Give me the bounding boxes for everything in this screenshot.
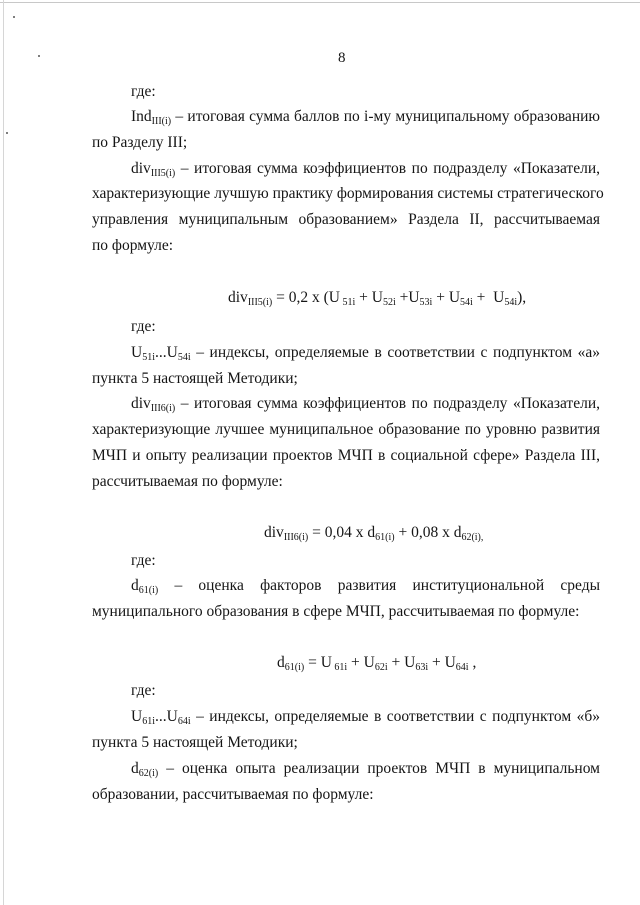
u6-definition-line-1: $U_{61i}...U_{64i}$ – индексы, определяемые в соответствии с подпунктом «б»	[131, 708, 600, 727]
where-label-1: где:	[131, 83, 156, 100]
scan-speck	[13, 16, 15, 18]
div6-definition-line-2: характеризующие лучшее муниципальное образование по уровню развития	[92, 421, 600, 438]
formula-div6: div$_{III6(i)}$ = 0,04 x $d_{61(i)} + 0,08$ x $d_{62(i),}$	[264, 524, 484, 543]
where-label-2: где:	[131, 318, 156, 335]
d61-definition-line-2: муниципального образования в сфере МЧП, рассчитываемая по формуле:	[92, 603, 580, 620]
div5-definition-line-4: по формуле:	[92, 237, 174, 254]
u5-definition-line-2: пункта 5 настоящей Методики;	[92, 370, 298, 387]
d62-definition-line-2: образовании, рассчитываемая по формуле:	[92, 786, 374, 803]
div5-definition-line-1: div$_{III5(i)}$ – итоговая сумма коэффициентов по подразделу «Показатели,	[131, 160, 600, 179]
div5-definition-line-2: характеризующие лучшую практику формирования системы стратегического	[92, 185, 604, 202]
scan-edge-top	[0, 2, 640, 4]
d62-definition-line-1: $d_{62(i)}$ – оценка опыта реализации проектов МЧП в муниципальном	[131, 760, 600, 779]
div6-definition-line-3: МЧП и опыту реализации проектов МЧП в социальной сфере» Раздела III,	[92, 447, 600, 464]
div6-definition-line-4: рассчитываемая по формуле:	[92, 473, 283, 490]
d61-definition-line-1: $d_{61(i)}$ – оценка факторов развития институциональной среды	[131, 577, 600, 596]
scan-speck	[38, 55, 40, 57]
formula-div5: div$_{III5(i)}$ = 0,2 x (U $_{51i} + U_{52i} +U_{53i} + U_{54i} + U_{54i}$),	[228, 289, 527, 308]
formula-d61: $d_{61(i)} = U$ $_{61i} + U_{62i} + U_{63i} + U_{64i}$ ,	[277, 654, 477, 673]
div6-definition-line-1: div$_{III6(i)}$ – итоговая сумма коэффициентов по подразделу «Показатели,	[131, 395, 600, 414]
scan-speck	[6, 132, 8, 134]
u5-definition-line-1: $U_{51i}...U_{54i}$ – индексы, определяемые в соответствии с подпунктом «а»	[131, 344, 600, 363]
scan-edge-left	[3, 0, 5, 905]
page-number: 8	[338, 50, 346, 66]
div5-definition-line-3: управления муниципальным образованием» Раздела II, рассчитываемая	[92, 211, 600, 228]
where-label-4: где:	[131, 682, 156, 699]
u6-definition-line-2: пункта 5 настоящей Методики;	[92, 734, 298, 751]
ind-definition-line-1: Ind$_{III(i)}$ – итоговая сумма баллов по i-му муниципальному образованию	[131, 108, 600, 127]
where-label-3: где:	[131, 552, 156, 569]
ind-definition-line-2: по Разделу III;	[92, 134, 188, 151]
